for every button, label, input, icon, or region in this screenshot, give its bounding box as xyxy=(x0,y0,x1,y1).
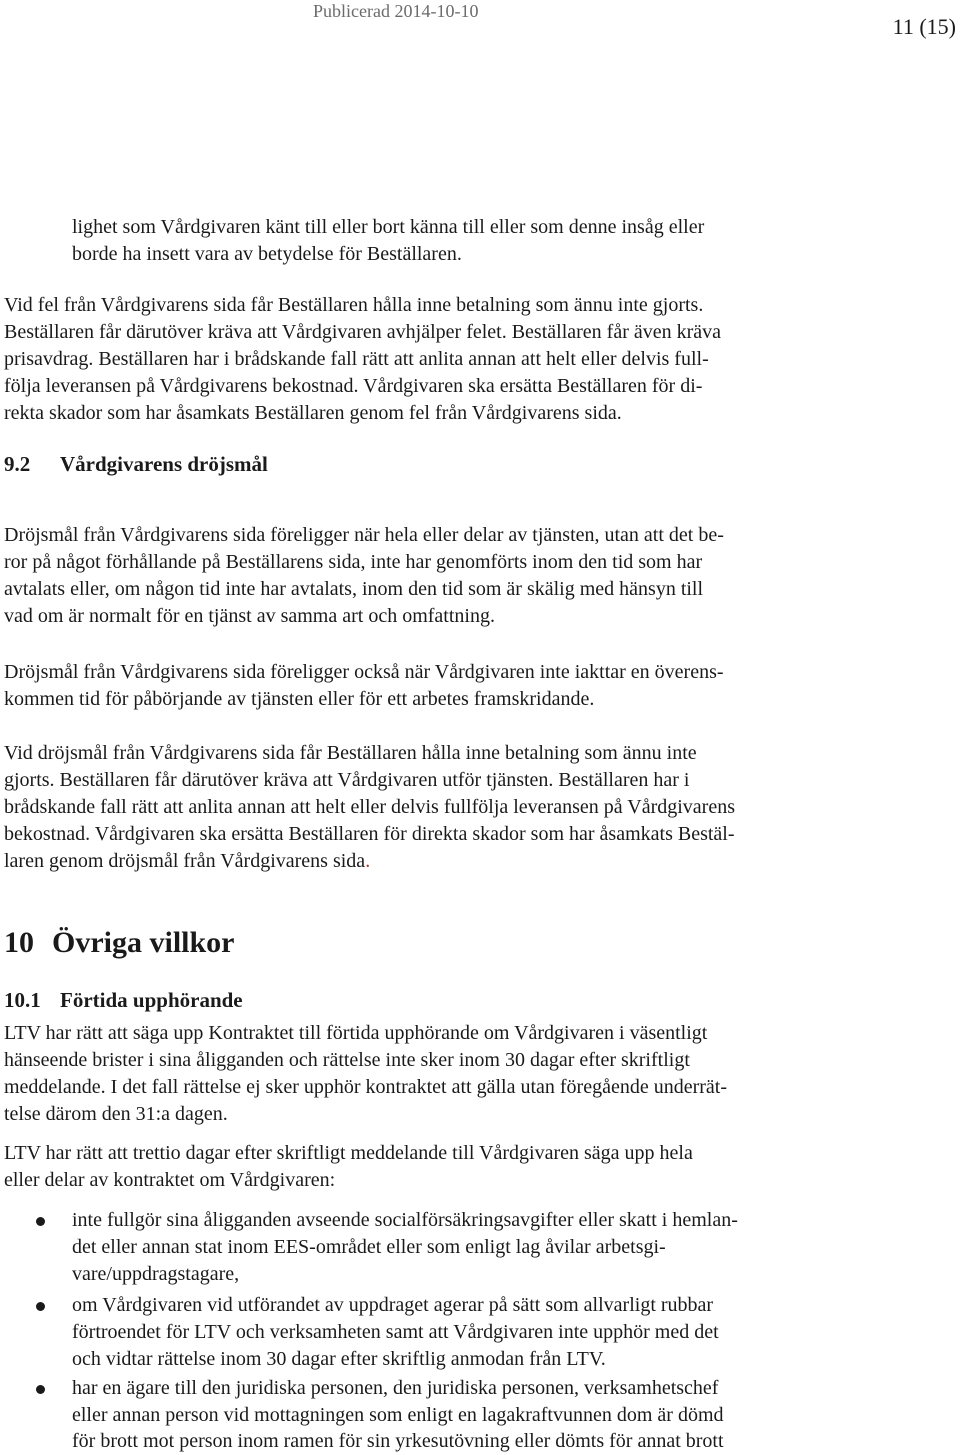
final-period: . xyxy=(365,850,371,872)
section-number: 10.1 xyxy=(4,988,41,1012)
published-date: Publicerad 2014-10-10 xyxy=(313,1,479,21)
text-line: Vid fel från Vårdgivarens sida får Beställaren hålla inne betalning som ännu inte gjorts. xyxy=(4,294,704,316)
page-header xyxy=(0,0,960,50)
text-line: meddelande. I det fall rättelse ej sker upphör kontraktet att gälla utan föregående underrät- xyxy=(4,1076,728,1098)
text-line: har en ägare till den juridiska personen, den juridiska personen, verksamhetschef xyxy=(72,1377,719,1399)
section-title: Övriga villkor xyxy=(52,926,235,959)
text-line: brådskande fall rätt att anlita annan att helt eller delvis fullfölja leveransen på Vårdgivarens xyxy=(4,796,736,818)
section-heading-10-1 xyxy=(4,988,243,1013)
text-line: prisavdrag. Beställaren har i brådskande fall rätt att anlita annan att helt eller delvis full- xyxy=(4,348,709,370)
text-line: LTV har rätt att trettio dagar efter skriftligt meddelande till Vårdgivaren säga upp hela xyxy=(4,1142,693,1164)
text-line: hänseende brister i sina åligganden och rättelse inte sker inom 30 dagar efter skriftligt xyxy=(4,1049,690,1071)
text-line: gjorts. Beställaren får därutöver kräva att Vårdgivaren utför tjänsten. Beställaren har i xyxy=(4,769,690,791)
text-line: förtroendet för LTV och verksamheten samt att Vårdgivaren inte upphör med det xyxy=(72,1321,719,1343)
text-line: ror på något förhållande på Beställarens sida, inte har genomförts inom den tid som har xyxy=(4,551,703,573)
text-line: om Vårdgivaren vid utförandet av uppdraget agerar på sätt som allvarligt rubbar xyxy=(72,1294,714,1316)
text-line: lighet som Vårdgivaren känt till eller bort känna till eller som denne insåg eller xyxy=(72,216,705,238)
text-line: Dröjsmål från Vårdgivarens sida föreligger också när Vårdgivaren inte iakttar en överens- xyxy=(4,661,724,683)
text-line: eller delar av kontraktet om Vårdgivaren: xyxy=(4,1169,336,1191)
text-line: Vid dröjsmål från Vårdgivarens sida får Beställaren hålla inne betalning som ännu inte xyxy=(4,742,697,764)
text-line xyxy=(4,848,370,875)
text-line: eller annan person vid mottagningen som enligt en lagakraftvunnen dom är dömd xyxy=(72,1404,724,1426)
text-line: det eller annan stat inom EES-området eller som enligt lag åvilar arbetsgi- xyxy=(72,1236,666,1258)
text-line: Beställaren får därutöver kräva att Vårdgivaren avhjälper felet. Beställaren får även kräva xyxy=(4,321,722,343)
text-line: för brott mot person inom ramen för sin yrkesutövning eller dömts för annat brott xyxy=(72,1430,724,1452)
section-number: 10 xyxy=(4,926,34,959)
text-line: bekostnad. Vårdgivaren ska ersätta Beställaren för direkta skador som har åsamkats Bestäl- xyxy=(4,823,735,845)
text-line: vare/uppdragstagare, xyxy=(72,1263,240,1285)
section-heading-9-2 xyxy=(4,452,268,477)
text-line: borde ha insett vara av betydelse för Beställaren. xyxy=(72,243,462,265)
section-title: Vårdgivarens dröjsmål xyxy=(60,452,268,476)
text-line-content: laren genom dröjsmål från Vårdgivarens sida xyxy=(4,850,366,872)
text-line: följa leveransen på Vårdgivarens bekostnad. Vårdgivaren ska ersätta Beställaren för di- xyxy=(4,375,703,397)
bullet-icon xyxy=(36,1217,45,1226)
bullet-icon xyxy=(36,1302,45,1311)
page-number: 11 (15) xyxy=(892,14,956,39)
text-line: och vidtar rättelse inom 30 dagar efter skriftlig anmodan från LTV. xyxy=(72,1348,606,1370)
text-line: LTV har rätt att säga upp Kontraktet till förtida upphörande om Vårdgivaren i väsentligt xyxy=(4,1022,708,1044)
text-line: Dröjsmål från Vårdgivarens sida föreligger när hela eller delar av tjänsten, utan att det be- xyxy=(4,524,724,546)
text-line: kommen tid för påbörjande av tjänsten eller för ett arbetes framskridande. xyxy=(4,688,595,710)
text-line: inte fullgör sina åligganden avseende socialförsäkringsavgifter eller skatt i hemlan- xyxy=(72,1209,738,1231)
section-heading-10 xyxy=(4,926,235,960)
text-line: avtalats eller, om någon tid inte har avtalats, inom den tid som är skälig med hänsyn till xyxy=(4,578,704,600)
text-line: vad om är normalt för en tjänst av samma art och omfattning. xyxy=(4,605,495,627)
section-number: 9.2 xyxy=(4,452,31,476)
text-line: rekta skador som har åsamkats Beställaren genom fel från Vårdgivarens sida. xyxy=(4,402,622,424)
bullet-icon xyxy=(36,1385,45,1394)
section-title: Förtida upphörande xyxy=(60,988,243,1012)
text-line: telse därom den 31:a dagen. xyxy=(4,1103,228,1125)
